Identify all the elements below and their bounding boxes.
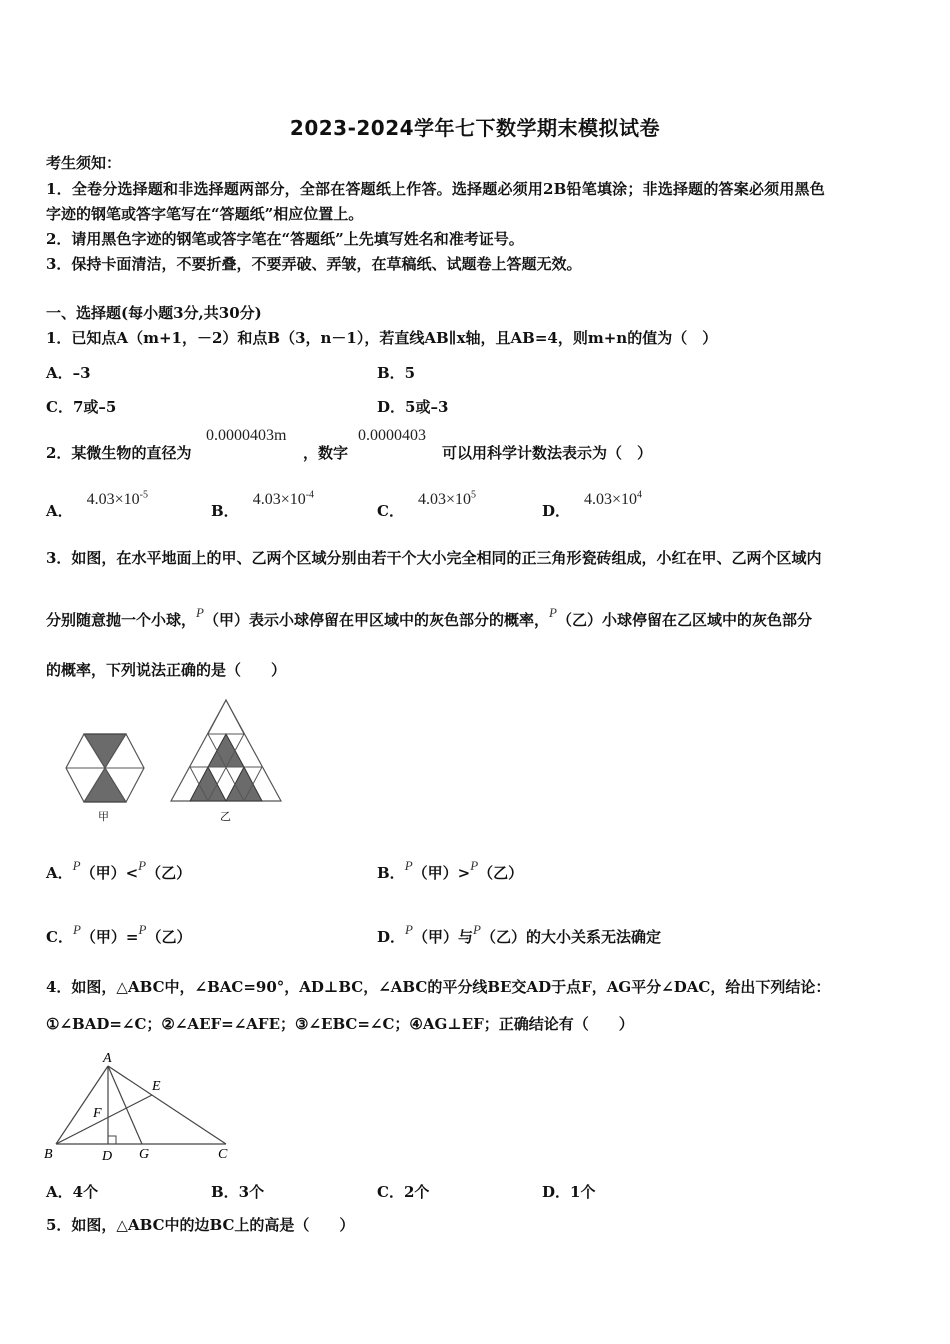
label-c: C — [218, 1147, 228, 1162]
q3-line-2c: （乙）小球停留在乙区域中的灰色部分 — [556, 611, 812, 629]
q2-option-d-base: 4.03×10 — [584, 491, 638, 508]
q2-option-c-exp: 5 — [470, 489, 476, 501]
q3-p-symbol: P — [548, 605, 557, 620]
gray-tile-center-top — [208, 734, 244, 767]
q3-option-a[interactable] — [46, 858, 192, 883]
label-f: F — [93, 1106, 102, 1121]
segment-ab — [56, 1066, 108, 1144]
page-title: 2023-2024学年七下数学期末模拟试卷 — [289, 116, 661, 140]
gray-tile-left — [190, 767, 226, 801]
notice-line-2: 2．请用黑色字迹的钢笔或答字笔在“答题纸”上先填写姓名和准考证号。 — [46, 230, 524, 248]
q3-p-symbol: P — [404, 858, 413, 873]
notice-line-1b: 字迹的钢笔或答字笔写在“答题纸”相应位置上。 — [46, 205, 364, 223]
q3-p-symbol: P — [472, 922, 481, 937]
q4-line-2: ①∠BAD=∠C；②∠AEF=∠AFE；③∠EBC=∠C；④AG⊥EF；正确结论有（ ） — [46, 1015, 634, 1033]
q3-option-a-label: A． — [46, 864, 73, 882]
label-a: A — [103, 1051, 112, 1066]
q2-option-a-label: A． — [46, 502, 73, 520]
q3-option-b[interactable] — [377, 858, 524, 883]
q4-option-a[interactable]: A．4个 — [46, 1183, 99, 1201]
q2-option-c-base: 4.03×10 — [417, 491, 471, 508]
q3-p-symbol: P — [72, 858, 81, 873]
q3-figure-yi — [168, 697, 284, 805]
q3-option-c[interactable] — [46, 922, 192, 947]
q2-formula-diameter: 0.0000403m — [206, 427, 287, 444]
q3-option-b-label: B． — [377, 864, 405, 882]
q1-option-d[interactable]: D．5或–3 — [377, 398, 449, 416]
q3-p-symbol: P — [470, 858, 479, 873]
q3-option-d-label: D． — [377, 928, 406, 946]
q2-option-d-exp: 4 — [637, 489, 643, 501]
q3-p-symbol: P — [405, 922, 413, 937]
gray-tile-top — [84, 734, 126, 768]
q1-stem: 1．已知点A（m+1，－2）和点B（3，n－1），若直线AB∥x轴，且AB=4，则m+n的值为（ ） — [46, 329, 718, 347]
q1-option-a[interactable]: A．–3 — [46, 364, 91, 382]
q3-option-c-label: C． — [46, 928, 73, 946]
q2-stem-part2: ，数字 — [303, 444, 349, 462]
q2-option-c-label: C． — [377, 502, 404, 520]
q3-option-d[interactable] — [377, 922, 661, 947]
q3-option-b-mid: （甲）> — [412, 864, 471, 882]
q3-option-b-end: （乙） — [478, 864, 524, 882]
q3-option-a-mid: （甲）< — [80, 864, 139, 882]
q1-option-c[interactable]: C．7或–5 — [46, 398, 117, 416]
q3-option-c-mid: （甲）= — [80, 928, 139, 946]
segment-ac — [108, 1066, 226, 1144]
q3-p-symbol: P — [196, 605, 204, 620]
q2-option-b[interactable] — [211, 488, 315, 520]
tile-top — [208, 700, 244, 734]
q2-option-b-exp: -4 — [305, 489, 315, 501]
q3-p-symbol: P — [72, 922, 81, 937]
q3-option-d-mid: （甲）与 — [412, 928, 473, 946]
notice-line-1a: 1．全卷分选择题和非选择题两部分，全部在答题纸上作答。选择题必须用2B铅笔填涂；非选择题的答案必须用黑色 — [46, 180, 825, 198]
q3-p-symbol: P — [138, 922, 147, 937]
segment-be — [56, 1095, 152, 1144]
q5-stem: 5．如图，△ABC中的边BC上的高是（ ） — [46, 1216, 355, 1234]
q3-option-d-end: （乙）的大小关系无法确定 — [480, 928, 661, 946]
label-e: E — [152, 1079, 161, 1094]
gray-tile-bottom — [84, 768, 126, 802]
right-angle-mark — [108, 1136, 116, 1144]
q3-line-3: 的概率，下列说法正确的是（ ） — [46, 661, 287, 679]
q2-option-d-label: D． — [542, 502, 571, 520]
notice-line-3: 3．保持卡面清洁，不要折叠，不要弄破、弄皱，在草稿纸、试题卷上答题无效。 — [46, 255, 582, 273]
q2-stem-part3: 可以用科学计数法表示为（ ） — [442, 444, 653, 462]
q4-triangle-figure — [40, 1050, 240, 1165]
q3-option-c-end: （乙） — [146, 928, 192, 946]
label-b: B — [44, 1147, 53, 1162]
label-d: D — [102, 1149, 113, 1164]
q3-figure-jia — [64, 730, 148, 810]
notice-heading: 考生须知： — [46, 154, 122, 172]
q3-p-symbol: P — [138, 858, 147, 873]
label-g: G — [139, 1147, 150, 1162]
q3-label-jia: 甲 — [98, 810, 109, 823]
q2-formula-number: 0.0000403 — [358, 427, 426, 444]
q1-option-b[interactable]: B．5 — [377, 364, 416, 382]
q2-option-a-base: 4.03×10 — [86, 491, 140, 508]
q3-line-2 — [46, 605, 812, 630]
q2-stem-part1: 2．某微生物的直径为 — [46, 444, 192, 462]
q2-option-c[interactable] — [377, 488, 476, 520]
q4-option-d[interactable]: D．1个 — [542, 1183, 596, 1201]
q4-line-1: 4．如图，△ABC中，∠BAC=90°，AD⊥BC，∠ABC的平分线BE交AD于点F，AG平分∠DAC，给出下列结论： — [46, 978, 831, 996]
q2-option-a-exp: -5 — [139, 489, 149, 501]
q3-line-2a: 分别随意抛一个小球， — [46, 611, 197, 629]
q2-option-b-label: B． — [211, 502, 239, 520]
q2-option-d[interactable] — [542, 488, 643, 520]
q4-option-c[interactable]: C．2个 — [377, 1183, 430, 1201]
q3-label-yi: 乙 — [220, 810, 231, 823]
q3-option-a-end: （乙） — [146, 864, 192, 882]
section-heading: 一、选择题(每小题3分,共30分) — [46, 304, 262, 322]
q3-line-2b: （甲）表示小球停留在甲区域中的灰色部分的概率， — [203, 611, 549, 629]
q4-option-b[interactable]: B．3个 — [211, 1183, 265, 1201]
q2-option-b-base: 4.03×10 — [252, 491, 306, 508]
q2-option-a[interactable] — [46, 488, 149, 520]
q3-line-1: 3．如图，在水平地面上的甲、乙两个区域分别由若干个大小完全相同的正三角形瓷砖组成，小红在甲、乙两个区域内 — [46, 549, 822, 567]
gray-tile-right — [226, 767, 262, 801]
